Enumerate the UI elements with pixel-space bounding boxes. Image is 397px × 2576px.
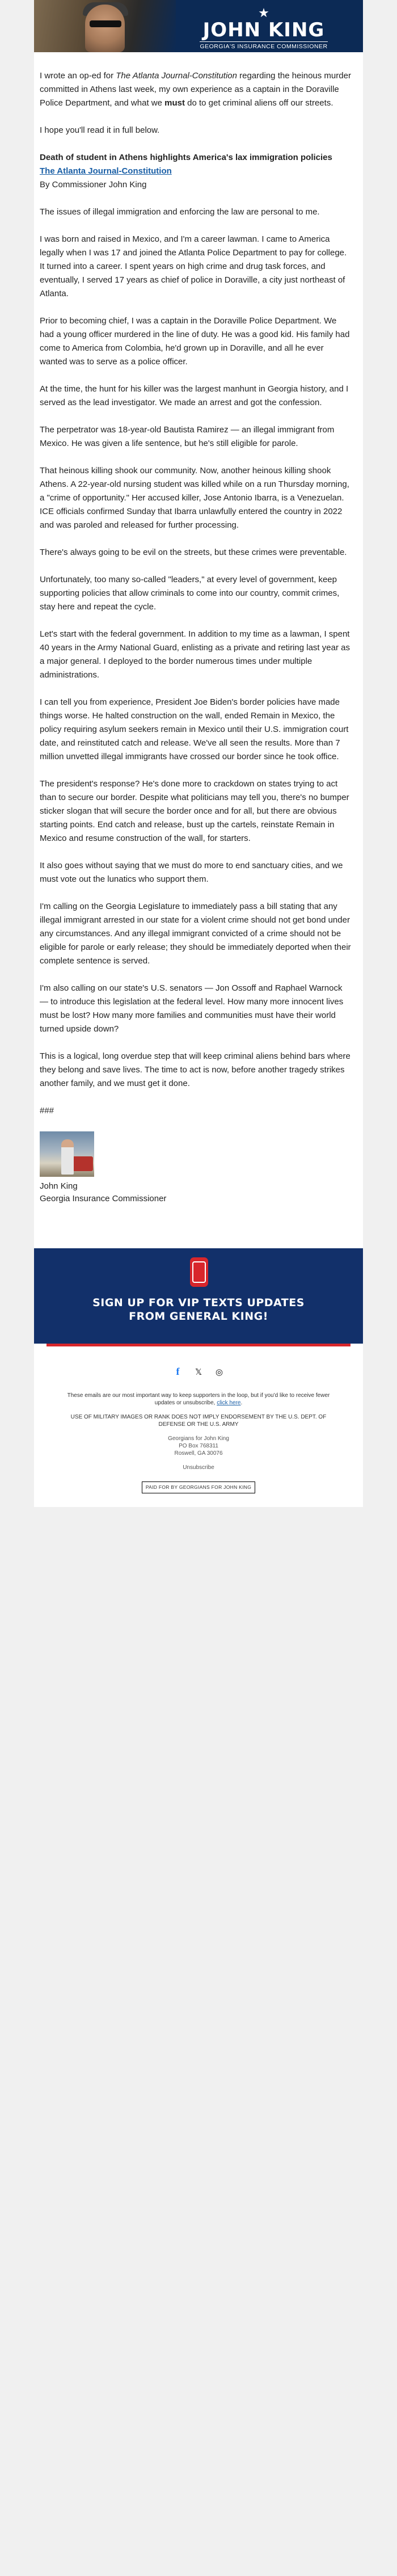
article-title: Death of student in Athens highlights America's lax immigration policies	[40, 153, 332, 162]
person-shape	[61, 1139, 74, 1175]
article-paragraph: ###	[40, 1106, 54, 1116]
facebook-icon[interactable]: f	[176, 1366, 180, 1377]
brand-logo	[170, 7, 357, 51]
brand-name: JOHN KING	[202, 19, 325, 41]
footer-notice: These emails are our most important way to keep supporters in the loop, but if you'd like to receive fewer updates or unsubscribe, click here.	[67, 1392, 330, 1406]
article-paragraph: There's always going to be evil on the streets, but these crimes were preventable.	[40, 548, 347, 557]
article-paragraph: At the time, the hunt for his killer was the largest manhunt in Georgia history, and I served as the lead investigator. We made an arrest and got the confession.	[40, 384, 349, 407]
x-icon[interactable]: 𝕏	[195, 1367, 202, 1377]
vip-texts-signup-banner[interactable]	[34, 1248, 363, 1344]
instagram-icon[interactable]: ◎	[215, 1367, 223, 1377]
signature-title: Georgia Insurance Commissioner	[40, 1194, 167, 1203]
intro-read-paragraph: I hope you'll read it in full below.	[40, 125, 160, 135]
truck-shape	[73, 1156, 93, 1171]
phone-icon	[190, 1257, 208, 1287]
article-paragraph: The president's response? He's done more to crackdown on states trying to act than to secure our border. Despite what politicians may tell you, there's no bumper sticker slogan that will secure the border once and for all, but there are obvious starting points. End catch and release, bust up the cartels, reinstate Remain in Mexico and resume construction of the wall, for starters.	[40, 779, 349, 843]
email-content	[34, 52, 363, 1211]
footer-disclaimer: USE OF MILITARY IMAGES OR RANK DOES NOT IMPLY ENDORSEMENT BY THE U.S. DEPT. OF DEFENSE OR THE U.S. ARMY	[70, 1414, 327, 1428]
intro-paragraph: I wrote an op-ed for The Atlanta Journal-Constitution regarding the heinous murder committed in Athens last week, my own experience as a captain in the Doraville Police Department, and what we must do to get criminal aliens off our streets.	[40, 71, 351, 108]
article-paragraph: That heinous killing shook our community. Now, another heinous killing shook Athens. A 22-year-old nursing student was killed while on a run Thursday morning, a "crime of opportunity." Her accused killer, Jose Antonio Ibarra, is a Venezuelan. ICE officials confirmed Sunday that Ibarra unlawfully entered the country in 2022 and was paroled and released for further processing.	[40, 466, 349, 530]
paid-for-box: PAID FOR BY GEORGIANS FOR JOHN KING	[142, 1481, 255, 1493]
email-body	[34, 0, 363, 1507]
social-links	[34, 1346, 363, 1392]
face-shape	[85, 5, 125, 52]
cta-text: SIGN UP FOR VIP TEXTS UPDATES FROM GENERAL KING!	[92, 1297, 305, 1323]
footer-address: Georgians for John King PO Box 768311 Roswell, GA 30076	[168, 1436, 229, 1457]
article-paragraph: Prior to becoming chief, I was a captain in the Doraville Police Department. We had a young officer murdered in the line of duty. He was a good kid. His family had come to America from Colombia, he'd grown up in Doraville, and all he ever wanted was to serve as a police officer.	[40, 316, 350, 367]
article-paragraph: I can tell you from experience, President Joe Biden's border policies have made things worse. He halted construction on the wall, ended Remain in Mexico, the policy requiring asylum seekers remain in Mexico until their U.S. immigration court date, and reinstituted catch and release. We've all seen the results. More than 7 million unvetted illegal immigrants have crossed our border since he took office.	[40, 697, 349, 761]
brand-subtitle: GEORGIA'S INSURANCE COMMISSIONER	[200, 41, 327, 50]
footer	[34, 1392, 363, 1507]
article-paragraph: I was born and raised in Mexico, and I'm a career lawman. I came to America legally when I was 17 and joined the Atlanta Police Department to pay for college. It turned into a career. I spent years on high crime and drug task forces, and eventually, I served 17 years as chief of police in Doraville, a city just northeast of Atlanta.	[40, 234, 347, 298]
article-paragraph: I'm calling on the Georgia Legislature to immediately pass a bill stating that any illegal immigrant arrested in our state for a violent crime should not get bond under any circumstances. And any illegal immigrant convicted of a crime should not be eligible for parole or early release; they should be immediately deported when their complete sentence is served.	[40, 902, 351, 966]
article-paragraph: I'm also calling on our state's U.S. senators — Jon Ossoff and Raphael Warnock — to introduce this legislation at the federal level. How many more innocent lives must be lost? How many more families and communities must have their world turned upside down?	[40, 983, 344, 1034]
article-paragraph: Let's start with the federal government. In addition to my time as a lawman, I spent 40 years in the Army National Guard, enlisting as a private and retiring last year as a major general. I deployed to the border numerous times under multiple administrations.	[40, 629, 350, 680]
article-paragraph: It also goes without saying that we must do more to end sanctuary cities, and we must vote out the lunatics who support them.	[40, 861, 343, 884]
article-paragraph: The issues of illegal immigration and enforcing the law are personal to me.	[40, 207, 320, 217]
article-source-link[interactable]: The Atlanta Journal-Constitution	[40, 166, 172, 176]
star-icon: ★	[258, 6, 269, 20]
article-paragraph: This is a logical, long overdue step that will keep criminal aliens behind bars where they belong and save lives. The time to act is now, before another tragedy strikes another family, and we must get it done.	[40, 1051, 350, 1088]
signature-photo	[40, 1131, 94, 1177]
click-here-link[interactable]: click here	[217, 1400, 241, 1406]
article-body	[40, 205, 352, 1118]
header-banner	[34, 0, 363, 52]
article-byline: By Commissioner John King	[40, 180, 147, 190]
article-paragraph: The perpetrator was 18-year-old Bautista Ramirez — an illegal immigrant from Mexico. He was given a life sentence, but he's still eligible for parole.	[40, 425, 335, 448]
signature-name: John King	[40, 1181, 78, 1191]
sunglasses-shape	[90, 20, 121, 27]
unsubscribe-link[interactable]: Unsubscribe	[183, 1464, 214, 1471]
article-paragraph: Unfortunately, too many so-called "leaders," at every level of government, keep supporting policies that allow criminals to come into our country, commit crimes, stay here and repeat the cycle.	[40, 575, 340, 612]
